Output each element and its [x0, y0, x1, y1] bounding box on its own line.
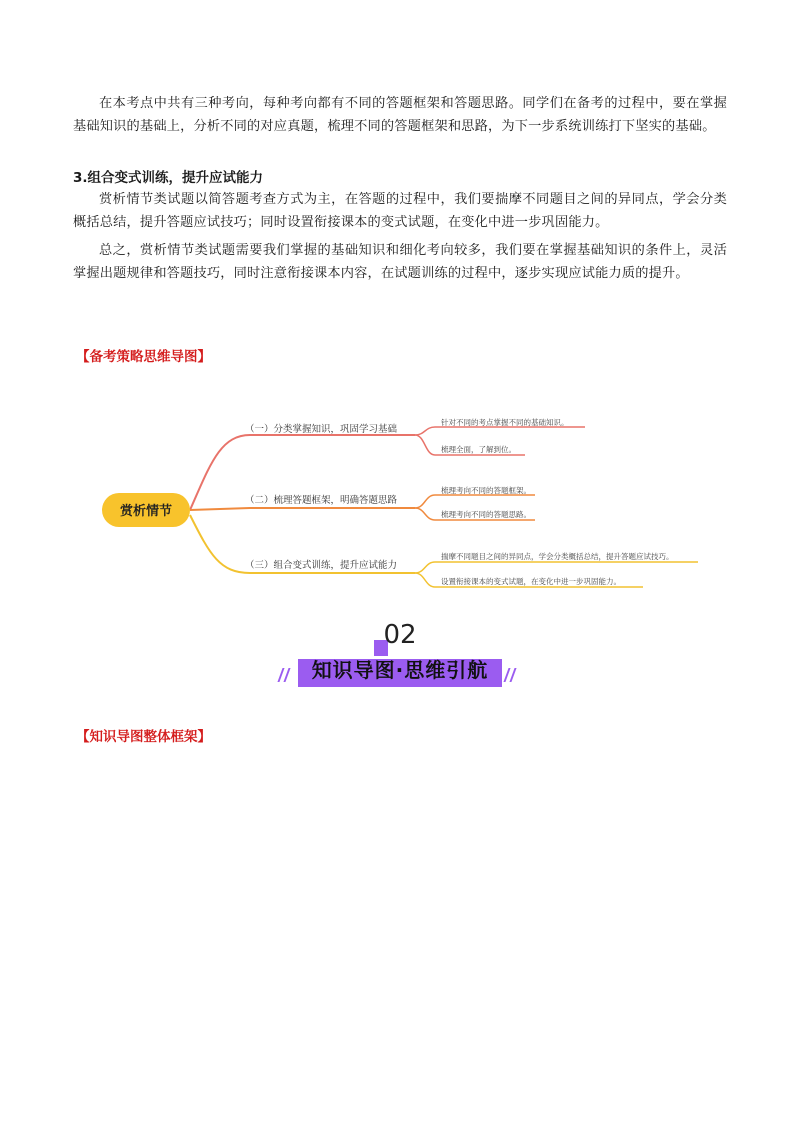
mindmap-leaf-1-2: 梳理全面，了解到位。: [441, 445, 516, 454]
mindmap-leaf-3-2: 设置衔接课本的变式试题，在变化中进一步巩固能力。: [441, 577, 621, 586]
mindmap-leaf-2-1: 梳理考向不同的答题框架。: [441, 486, 531, 495]
mindmap-branch-1-label: （一）分类掌握知识，巩固学习基础: [245, 424, 398, 435]
framework-heading: 【知识导图整体框架】: [76, 729, 211, 745]
section-number: 02: [383, 620, 417, 650]
mindmap-root-label: 赏析情节: [119, 504, 173, 519]
strategy-mindmap-heading: 【备考策略思维导图】: [76, 349, 211, 365]
mindmap-branch-3-label: （三）组合变式训练，提升应试能力: [245, 560, 398, 571]
mindmap-leaf-2-2: 梳理考向不同的答题思路。: [441, 510, 531, 519]
intro-paragraph-3: 总之，赏析情节类试题需要我们掌握的基础知识和细化考向较多，我们要在掌握基础知识的条件上，灵活掌握出题规律和答题技巧，同时注意衔接课本内容，在试题训练的过程中，逐步实现应试能力质的提升。: [73, 243, 727, 281]
mindmap-leaf-1-1: 针对不同的考点掌握不同的基础知识。: [441, 418, 569, 427]
intro-paragraph-1: 在本考点中共有三种考向，每种考向都有不同的答题框架和答题思路。同学们在备考的过程中，要在掌握基础知识的基础上，分析不同的对应真题，梳理不同的答题框架和思路，为下一步系统训练打下坚实的基础。: [73, 96, 727, 134]
mindmap-leaf-3-1: 揣摩不同题目之间的异同点，学会分类概括总结，提升答题应试技巧。: [441, 552, 674, 561]
intro-paragraph-2: 赏析情节类试题以简答题考查方式为主，在答题的过程中，我们要揣摩不同题目之间的异同点，学会分类概括总结，提升答题应试技巧；同时设置衔接课本的变式试题，在变化中进一步巩固能力。: [73, 192, 727, 230]
strategy-mindmap: [95, 405, 705, 590]
section-title: 知识导图·思维引航: [311, 658, 489, 682]
subheading-3: 3.组合变式训练，提升应试能力: [73, 170, 264, 186]
mindmap-branch-2-label: （二）梳理答题框架，明确答题思路: [245, 495, 398, 506]
